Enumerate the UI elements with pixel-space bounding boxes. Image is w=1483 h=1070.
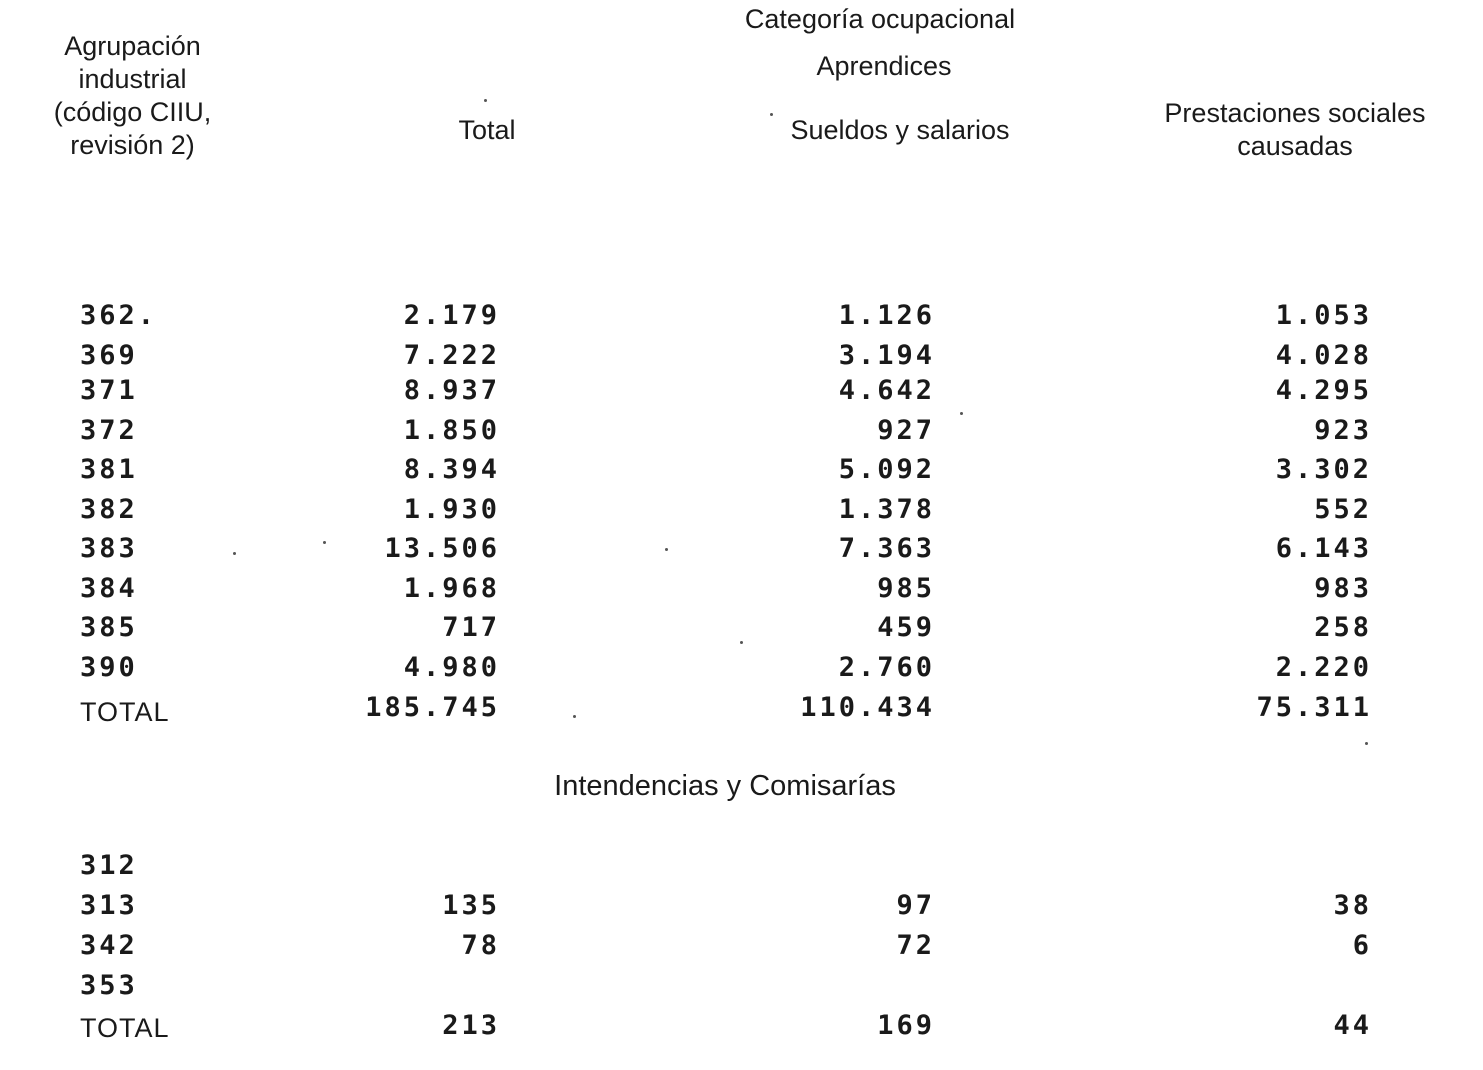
cell-prestaciones: 3.302 (1275, 454, 1372, 485)
cell-total: 213 (442, 1010, 500, 1041)
row-code: TOTAL (80, 1013, 170, 1043)
cell-total: 7.222 (403, 340, 500, 371)
cell-prestaciones: 44 (1333, 1010, 1372, 1041)
header-categoria: Categoría ocupacional (744, 4, 1016, 34)
header-agrupacion-line-2: industrial (78, 64, 187, 94)
cell-prestaciones: 2.220 (1275, 652, 1372, 683)
row-code: 385 (80, 612, 138, 643)
cell-total: 1.930 (403, 494, 500, 525)
row-code: 342 (80, 930, 138, 961)
cell-prestaciones: 4.295 (1275, 375, 1372, 406)
cell-sueldos: 1.378 (838, 494, 935, 525)
scan-speck (770, 113, 773, 116)
cell-total: 135 (442, 890, 500, 921)
scan-speck (960, 412, 963, 415)
row-code: 384 (80, 573, 138, 604)
row-code: 372 (80, 415, 138, 446)
cell-sueldos: 985 (877, 573, 935, 604)
cell-total: 717 (442, 612, 500, 643)
scan-speck (233, 552, 236, 555)
row-code: 381 (80, 454, 138, 485)
cell-sueldos: 4.642 (838, 375, 935, 406)
cell-prestaciones: 75.311 (1256, 692, 1372, 723)
cell-sueldos: 5.092 (838, 454, 935, 485)
row-code: 371 (80, 375, 138, 406)
cell-sueldos: 1.126 (838, 300, 935, 331)
cell-sueldos: 7.363 (838, 533, 935, 564)
cell-prestaciones: 552 (1314, 494, 1372, 525)
header-prestaciones-line-2: causadas (1237, 131, 1353, 161)
cell-sueldos: 169 (877, 1010, 935, 1041)
cell-total: 8.394 (403, 454, 500, 485)
header-sueldos: Sueldos y salarios (790, 115, 1010, 145)
cell-prestaciones: 6 (1352, 930, 1372, 961)
header-agrupacion-line-1: Agrupación (64, 31, 201, 61)
row-code: 382 (80, 494, 138, 525)
cell-prestaciones: 4.028 (1275, 340, 1372, 371)
scan-speck (1365, 742, 1368, 745)
scan-speck (665, 548, 668, 551)
header-prestaciones-line-1: Prestaciones sociales (1164, 98, 1426, 128)
cell-total: 8.937 (403, 375, 500, 406)
cell-prestaciones: 1.053 (1275, 300, 1372, 331)
scan-speck (484, 99, 487, 102)
cell-sueldos: 72 (896, 930, 935, 961)
row-code: 313 (80, 890, 138, 921)
header-agrupacion-line-4: revisión 2) (70, 130, 195, 160)
cell-total: 13.506 (384, 533, 500, 564)
row-code: 369 (80, 340, 138, 371)
header-total: Total (458, 115, 516, 145)
cell-prestaciones: 923 (1314, 415, 1372, 446)
row-code: 383 (80, 533, 138, 564)
cell-sueldos: 927 (877, 415, 935, 446)
cell-total: 78 (461, 930, 500, 961)
header-prestaciones (1140, 97, 1450, 163)
section2-title: Intendencias y Comisarías (554, 770, 896, 802)
row-code: 390 (80, 652, 138, 683)
scan-speck (573, 715, 576, 718)
row-code: 353 (80, 970, 138, 1001)
cell-prestaciones: 258 (1314, 612, 1372, 643)
scan-speck (323, 541, 326, 544)
row-code: 312 (80, 850, 138, 881)
cell-prestaciones: 6.143 (1275, 533, 1372, 564)
cell-sueldos: 459 (877, 612, 935, 643)
cell-sueldos: 2.760 (838, 652, 935, 683)
cell-total: 1.850 (403, 415, 500, 446)
cell-total: 185.745 (365, 692, 500, 723)
row-code: 362. (80, 300, 158, 331)
header-agrupacion-line-3: (código CIIU, (53, 97, 212, 127)
cell-sueldos: 110.434 (800, 692, 935, 723)
row-code: TOTAL (80, 697, 170, 727)
cell-sueldos: 3.194 (838, 340, 935, 371)
header-aprendices: Aprendices (816, 51, 952, 81)
cell-total: 1.968 (403, 573, 500, 604)
cell-prestaciones: 38 (1333, 890, 1372, 921)
scan-speck (740, 641, 743, 644)
cell-prestaciones: 983 (1314, 573, 1372, 604)
cell-total: 4.980 (403, 652, 500, 683)
cell-sueldos: 97 (896, 890, 935, 921)
header-agrupacion (20, 30, 245, 162)
cell-total: 2.179 (403, 300, 500, 331)
